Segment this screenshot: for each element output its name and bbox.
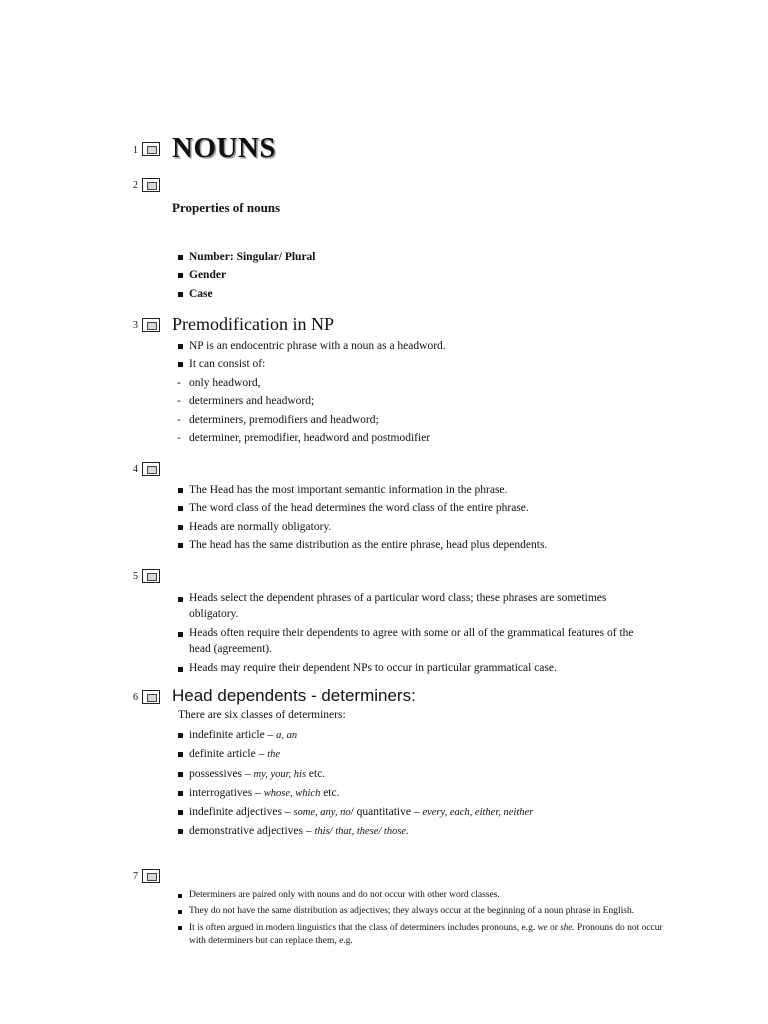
dash-list <box>176 374 430 447</box>
list-item: NP is an endocentric phrase with a noun as a headword. <box>176 337 446 355</box>
bullet-list <box>176 590 636 679</box>
list-item: - determiners and headword; <box>176 392 430 410</box>
slide-number: 3 <box>133 320 138 331</box>
list-item: Heads select the dependent phrases of a particular word class; these phrases are sometimes obligatory. <box>176 590 636 622</box>
list-item: Heads are normally obligatory. <box>176 518 547 536</box>
list-item: The word class of the head determines the word class of the entire phrase. <box>176 499 547 517</box>
slide-number: 2 <box>133 180 138 191</box>
slide-thumbnail-icon[interactable] <box>142 142 160 156</box>
slide-number: 4 <box>133 464 138 475</box>
list-item: - determiners, premodifiers and headword; <box>176 411 430 429</box>
list-item: demonstrative adjectives – this/ that, these/ those. <box>176 822 533 841</box>
slide-thumbnail-icon[interactable] <box>142 462 160 476</box>
slide-title: Premodification in NP <box>172 314 334 334</box>
slide-number: 7 <box>133 871 138 882</box>
bullet-list <box>176 726 533 842</box>
list-item: - determiner, premodifier, headword and postmodifier <box>176 429 430 447</box>
slide-number: 6 <box>133 692 138 703</box>
list-item: Heads often require their dependents to agree with some or all of the grammatical features of the head (agreement). <box>176 625 636 657</box>
list-item: possessives – my, your, his etc. <box>176 765 533 784</box>
slide-thumbnail-icon[interactable] <box>142 178 160 192</box>
slide-number: 5 <box>133 571 138 582</box>
list-item: Determiners are paired only with nouns and do not occur with other word classes. <box>176 889 666 902</box>
list-item: The head has the same distribution as the entire phrase, head plus dependents. <box>176 536 547 554</box>
list-item: interrogatives – whose, which etc. <box>176 784 533 803</box>
list-item: - only headword, <box>176 374 430 392</box>
slide-title: NOUNS <box>172 132 277 164</box>
list-item: Heads may require their dependent NPs to occur in particular grammatical case. <box>176 660 636 676</box>
list-item: Number: Singular/ Plural <box>176 248 316 266</box>
slide-subheading: Properties of nouns <box>172 200 281 215</box>
slide-thumbnail-icon[interactable] <box>142 869 160 883</box>
list-item: They do not have the same distribution as adjectives; they always occur at the beginning of a noun phrase in English. <box>176 905 666 918</box>
bullet-list <box>176 248 316 303</box>
list-item: Gender <box>176 266 316 284</box>
list-item: indefinite adjectives – some, any, no/ quantitative – every, each, either, neither <box>176 803 533 822</box>
slide-thumbnail-icon[interactable] <box>142 690 160 704</box>
slide-thumbnail-icon[interactable] <box>142 569 160 583</box>
bullet-list <box>176 481 547 554</box>
list-item: The Head has the most important semantic information in the phrase. <box>176 481 547 499</box>
list-item: It can consist of: <box>176 355 446 373</box>
list-item: Case <box>176 285 316 303</box>
slide-number: 1 <box>133 145 138 156</box>
slide-intro: There are six classes of determiners: <box>178 709 346 721</box>
bullet-list <box>176 337 446 374</box>
list-item: It is often argued in modern linguistics that the class of determiners includes pronouns, e.g. we or she. Pronouns do not occur with determiners but can replace them, e.g. <box>176 921 666 948</box>
bullet-list <box>176 889 666 951</box>
slide-thumbnail-icon[interactable] <box>142 318 160 332</box>
slide-title: Head dependents - determiners: <box>172 686 416 705</box>
list-item: indefinite article – a, an <box>176 726 533 745</box>
list-item: definite article – the <box>176 745 533 764</box>
